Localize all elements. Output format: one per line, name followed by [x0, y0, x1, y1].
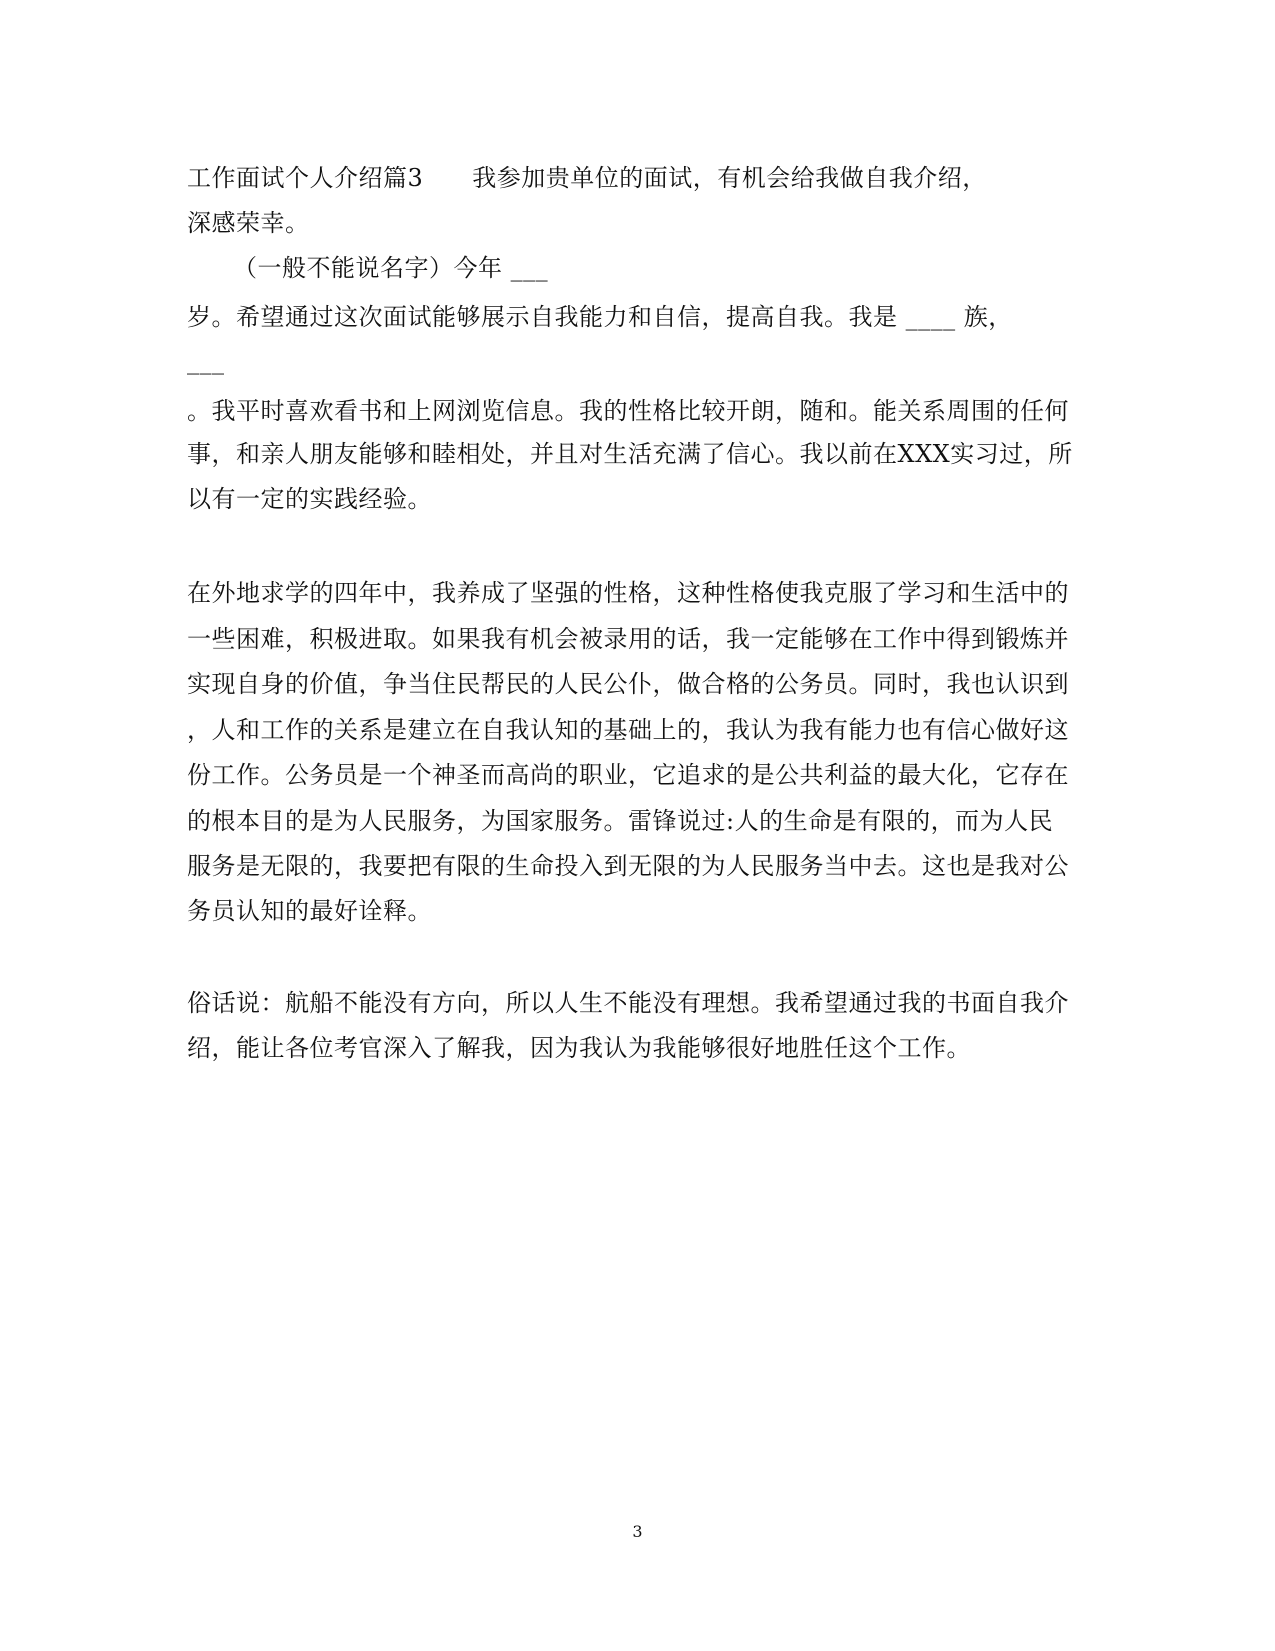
text-line: 服务是无限的，我要把有限的生命投入到无限的为人民服务当中去。这也是我对公 — [187, 852, 1069, 880]
text-line: 一些困难，积极进取。如果我有机会被录用的话，我一定能够在工作中得到锻炼并 — [187, 625, 1069, 653]
text-line: 俗话说：航船不能没有方向，所以人生不能没有理想。我希望通过我的书面自我介 — [187, 989, 1069, 1017]
text-line: 深感荣幸。 — [187, 209, 310, 237]
text-line: 在外地求学的四年中，我养成了坚强的性格，这种性格使我克服了学习和生活中的 — [187, 579, 1069, 607]
text-line: 事，和亲人朋友能够和睦相处，并且对生活充满了信心。我以前在XXX实习过，所 — [187, 440, 1073, 468]
text-line: 的根本目的是为人民服务，为国家服务。雷锋说过:人的生命是有限的，而为人民 — [187, 807, 1054, 835]
text-line: ，人和工作的关系是建立在自我认知的基础上的，我认为我有能力也有信心做好这 — [187, 716, 1069, 744]
text-line: 岁。希望通过这次面试能够展示自我能力和自信，提高自我。我是 ____ 族， — [187, 303, 1013, 331]
text-line: 实现自身的价值，争当住民帮民的人民公仆，做合格的公务员。同时，我也认识到 — [187, 670, 1069, 698]
text-line: 绍，能让各位考官深入了解我，因为我认为我能够很好地胜任这个工作。 — [187, 1034, 971, 1062]
text-line: （一般不能说名字）今年 ___ — [233, 254, 549, 282]
page-number: 3 — [632, 1522, 643, 1541]
text-line: 务员认知的最好诠释。 — [187, 897, 432, 925]
text-line: 以有一定的实践经验。 — [187, 485, 432, 513]
text-line: 工作面试个人介绍篇3 我参加贵单位的面试，有机会给我做自我介绍， — [187, 164, 987, 192]
text-line: 。我平时喜欢看书和上网浏览信息。我的性格比较开朗，随和。能关系周围的任何 — [187, 397, 1069, 425]
text-line: ___ — [187, 347, 225, 375]
text-line: 份工作。公务员是一个神圣而高尚的职业，它追求的是公共利益的最大化，它存在 — [187, 761, 1069, 789]
